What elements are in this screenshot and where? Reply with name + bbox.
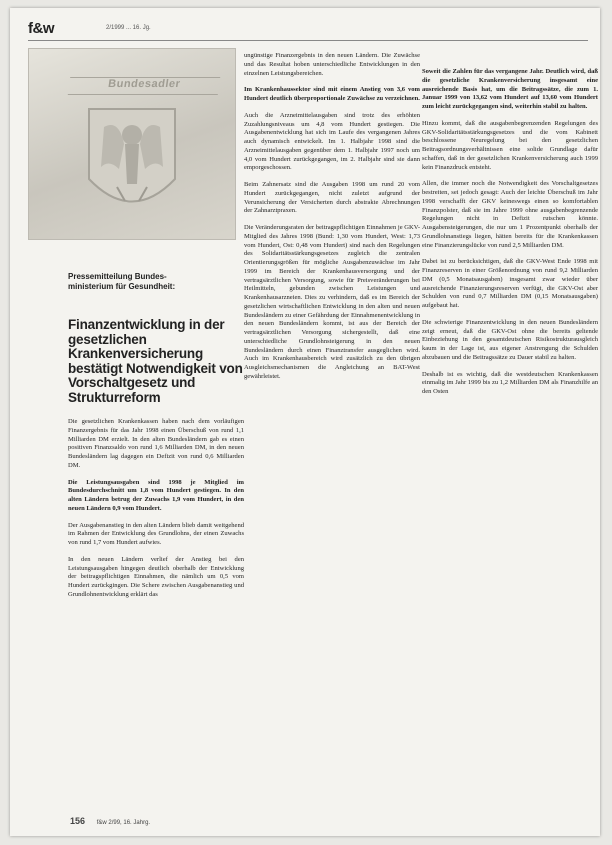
paragraph-bold: Die Leistungsausgaben sind 1998 je Mitglied im Bundesdurchschnitt um 1,8 vom Hundert gestiegen. In den alten Ländern betrug der Zuwachs 1,9 vom Hundert, in den neuen Ländern 0,9 vom Hundert. [68,478,244,512]
paragraph: Dabei ist zu berücksichtigen, daß die GKV-West Ende 1998 mit Finanzreserven in einer Größenordnung von rund 9,2 Milliarden DM (0,5 Monatsausgaben) insgesamt zwar wieder über ausreichende Finanzierungsreserven verfügt, die GKV-Ost aber Schulden von rund 0,7 Milliarden DM (0,15 Monatsausgaben) aufgebaut hat. [422,258,598,309]
paragraph: Beim Zahnersatz sind die Ausgaben 1998 um rund 20 vom Hundert zurückgegangen, nicht zuletzt aufgrund der Verunsicherung der Versicherten durch abstrakte Abrechnungen der Zahnarztpraxen. [244,181,420,215]
paragraph: Deshalb ist es wichtig, daß die westdeutschen Krankenkassen einmalig im Jahr 1999 bis zu 1,2 Milliarden DM als Finanzhilfe an den Osten [422,370,598,395]
magazine-page [10,8,600,836]
column-2 [244,52,420,390]
magazine-logo: f&w [28,20,54,37]
paragraph: Die Veränderungsraten der beitragspflichtigen Einnahmen je GKV-Mitglied des Jahres 1998 (Bund: 1,30 vom Hundert, West: 1,73 vom Hundert, Ost: 0,48 vom Hundert) sind nach den Regelungen des Solidaritätsstärkungsgesetzes zugleich die zentralen Orientierungsgrößen für mögliche Ausgabenzuwächse im Jahr 1999 im Bereich der Krankenhausversorgung und der vertragsärztlichen Versorgung, sowie für Preisveränderungen bei Heilmitteln, gebunden zwischen Leistungen und Krankenhausarzneien. Dies zu verhindern, daß es im Bereich der gesetzlichen wirtschaftlichen Entwicklung in den alten und neuen Bundesländern zu einer Gefährdung der Einnahmenentwicklung in den neuen Bundesländern kommt, ist aus der Bereich der vertragsärztlichen Versorgung sichergestellt, daß eine unterschiedliche Grundlohnsteigerung in den neuen Bundesländern durch einen Finanztransfer ausgeglichen wird. Auch im Krankenhausbereich wird zusätzlich zu den übrigen Ausgleichsmechanismen die Angleichung an BAT-West gewährleistet. [244,224,420,380]
emblem-title: Bundesadler [68,77,221,95]
paragraph: Allen, die immer noch die Notwendigkeit des Vorschaltgesetzes bestreiten, sei jedoch gesagt: Auch der leichte Überschuß im Jahr 1998 verschafft der GKV keineswegs einen so komfortablen Finanzpolster, daß sie im Jahre 1999 ohne ausgabenbegrenzende Regelungen nicht in Defizit rutschen könnte. Ausgabensteigerungen, die nur um 1 Prozentpunkt oberhalb der Grundlohnanstiegs liegen, hätten bereits für die Krankenkassen eine Finanzierungslücke von rund 2,5 Milliarden DM. [422,180,598,249]
column-1-body [68,418,244,608]
paragraph: Die gesetzlichen Krankenkassen haben nach dem vorläufigen Finanzergebnis für das Jahr 1998 einen Überschuß von rund 1,1 Milliarden DM erzielt. In den alten Bundesländern gab es einen positiven Finanzsaldo von rund 1,6 Milliarden DM, in den neuen Bundesländern lag dagegen ein Defizit von rund 0,6 Milliarden DM. [68,418,244,469]
column-3 [422,68,598,405]
page-number: 156 [70,816,86,826]
press-release-label: Pressemitteilung Bundes- ministerium für Gesundheit: [68,272,176,291]
paragraph-bold: Im Krankenhaussektor sind mit einem Anstieg von 3,6 vom Hundert deutlich überproportionale Zuwächse zu verzeichnen. [244,86,420,102]
paragraph: Auch die Arzneimittelausgaben sind trotz des erhöhten Zuzahlungsniveaus um 4,8 vom Hundert gestiegen. Die Ausgabenentwicklung hat sich im Laufe des vergangenen Jahres auch dynamisch entwickelt. Im 1. Halbjahr 1998 sind die Arzneimittelausgaben gegenüber dem 1. Halbjahr 1997 noch um 4,0 vom Hundert zurückgegangen, im 2. Halbjahr sind sie dann emporgeschossen. [244,111,420,172]
paragraph: ungünstige Finanzergebnis in den neuen Ländern. Die Zuwächse und das Resultat hoben unterschiedliche Entwicklungen in den einzelnen Leistungsbereichen. [244,52,420,77]
paragraph-bold: Soweit die Zahlen für das vergangene Jahr. Deutlich wird, daß die gesetzliche Krankenversicherung insgesamt eine ausreichende Basis hat, um die Beitragssätze, die zum 1. Januar 1999 von 13,62 vom Hundert auf 13,60 vom Hundert zum leicht zurückgegangen sind, weiterhin stabil zu halten. [422,68,598,110]
paragraph: Die schwierige Finanzentwicklung in den neuen Bundesländern zeigt erneut, daß die GKV-Ost ohne die bereits geltende Einbeziehung in den gesamtdeutschen Risikostrukturausgleich kaum in der Lage ist, aus eigener Anstrengung die Schulden abzubauen und die Beitragssätze zu Dauer stabil zu halten. [422,318,598,361]
masthead [28,18,588,41]
paragraph: Hinzu kommt, daß die ausgabenbegrenzenden Regelungen des GKV-Solidaritätsstärkungsgesetzes und die vom Kabinett beschlossene Neuregelung bei den gesetzlichen Beitragsordnungsverhältnissen eine solide Grundlage dafür schaffen, daß in der gesetzlichen Krankenversicherung auch 1999 kein Finanzdruck entsteht. [422,119,598,171]
issue-info: 2/1999 ... 16. Jg. [106,25,151,31]
page-footer [70,816,590,826]
footer-source: f&w 2/99, 16. Jahrg. [96,820,151,826]
article-headline: Finanzentwicklung in der gesetzlichen Krankenversicherung bestätigt Notwendigkeit von Vorschaltgesetz und Strukturreform [68,317,243,405]
paragraph: Der Ausgabenanstieg in den alten Ländern blieb damit weitgehend im Rahmen der Entwicklung des Grundlohns, der einen Zuwachs von rund 1,7 vom Hundert aufwies. [68,521,244,546]
paragraph: In den neuen Ländern verlief der Anstieg bei den Leistungsausgaben hingegen deutlich oberhalb der Entwicklung der beitragspflichtigen Einnahmen, die nämlich um 0,5 vom Hundert zurückgingen. Die Schere zwischen Ausgabenanstieg und Grundlohnentwicklung erklärt das [68,555,244,598]
federal-eagle-emblem [28,48,236,240]
